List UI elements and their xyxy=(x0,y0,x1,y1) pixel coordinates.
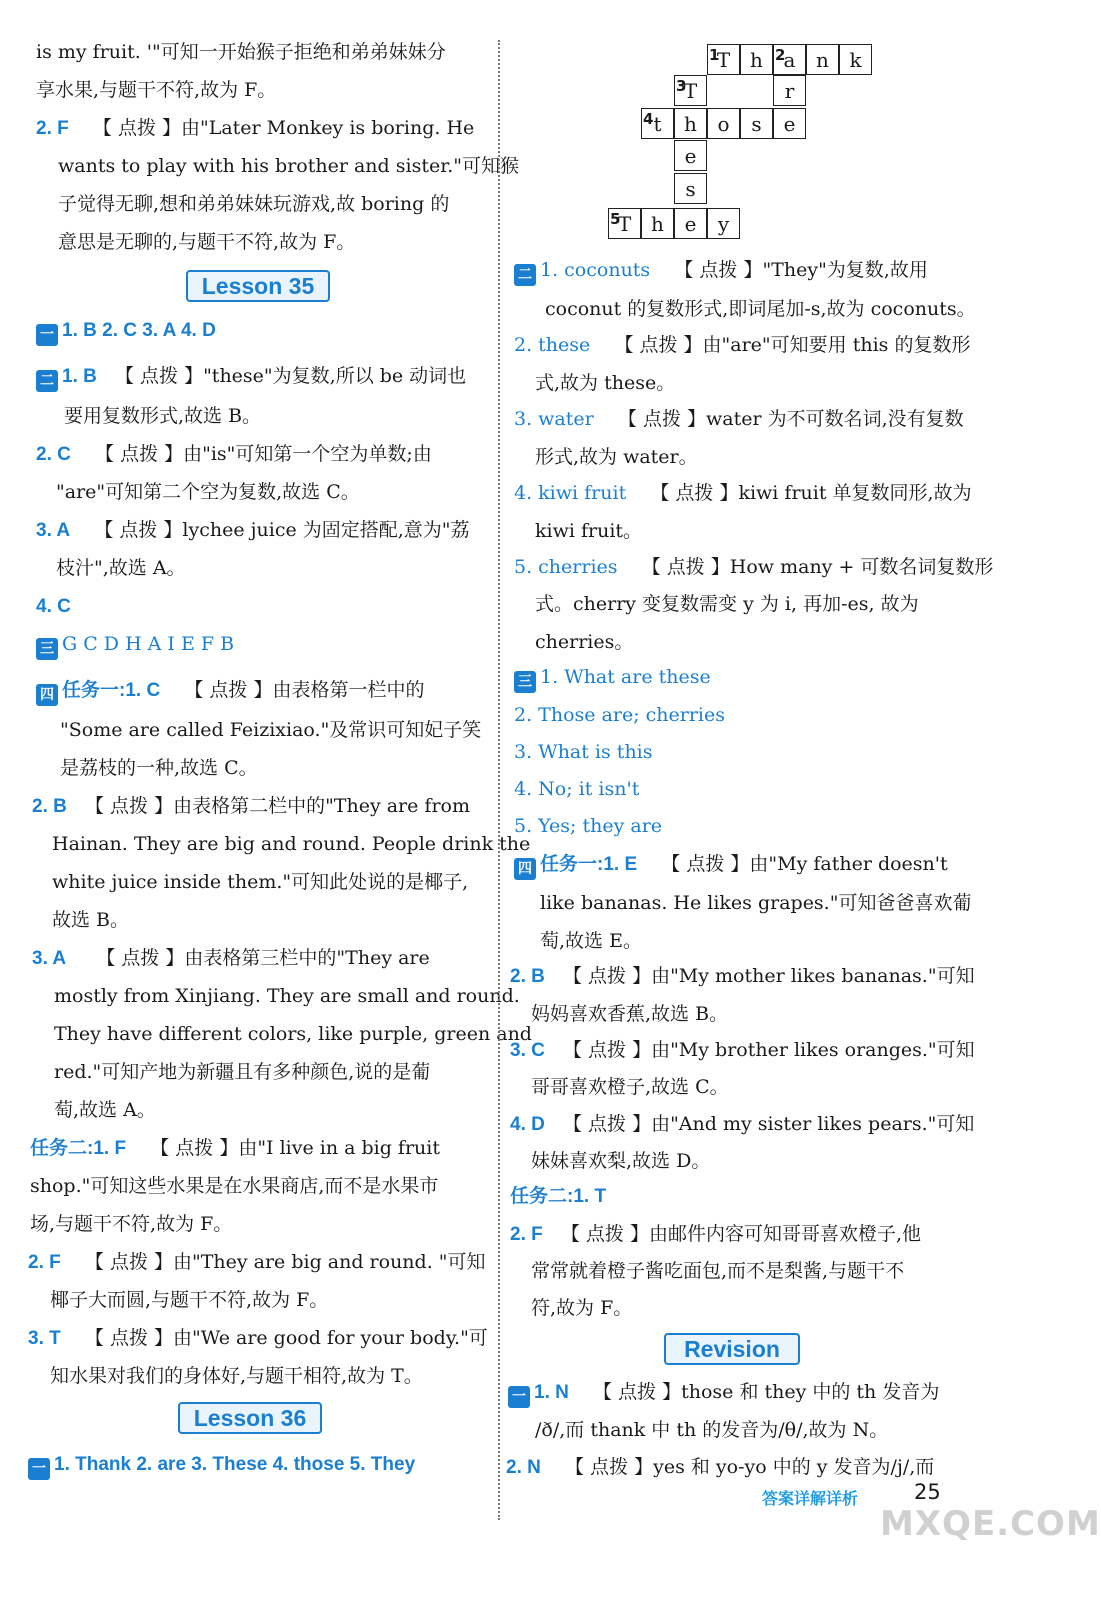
lesson-36-heading: Lesson 36 xyxy=(178,1402,322,1434)
answer: 5. cherries xyxy=(514,556,618,578)
text-line: shop."可知这些水果是在水果商店,而不是水果市 xyxy=(30,1175,439,1197)
text-line xyxy=(36,442,432,467)
crossword-cell: s xyxy=(740,108,773,139)
section-box: 一 xyxy=(36,324,58,346)
text-line: 椰子大而圆,与题干不符,故为 F。 xyxy=(50,1289,329,1311)
text-line: 式,故为 these。 xyxy=(535,372,676,394)
answer-number: 2. C xyxy=(36,444,71,465)
text-line: 枝汁",故选 A。 xyxy=(56,557,186,579)
text-line xyxy=(32,946,430,971)
text-line: 是荔枝的一种,故选 C。 xyxy=(60,757,258,779)
answer: 1. What are these xyxy=(540,666,711,688)
answer: 5. Yes; they are xyxy=(514,815,663,837)
explanation: 【 点拨 】由表格第三栏中的"They are xyxy=(96,947,430,969)
text-line: coconut 的复数形式,即词尾加-s,故为 coconuts。 xyxy=(545,298,976,320)
text-line: 常常就着橙子酱吃面包,而不是梨酱,与题干不 xyxy=(531,1260,905,1282)
answer-number: 3. A xyxy=(32,948,67,969)
text-line: mostly from Xinjiang. They are small and round. xyxy=(54,985,520,1007)
text-line: "Some are called Feizixiao."及常识可知妃子笑 xyxy=(60,719,482,741)
text-line xyxy=(510,964,975,989)
answer: 2. these xyxy=(514,334,591,356)
text-line xyxy=(36,116,474,141)
crossword-cell: 3 T xyxy=(674,75,707,106)
text-line xyxy=(510,1038,975,1063)
answer-list: G C D H A I E F B xyxy=(62,633,235,655)
text-line xyxy=(28,1326,488,1351)
clue-number: 1 xyxy=(709,46,720,64)
section-box: 二 xyxy=(36,370,58,392)
answer-number: 3. A xyxy=(36,520,71,541)
explanation: 【 点拨 】由"They are big and round. "可知 xyxy=(84,1251,486,1273)
answer-number: 1. N xyxy=(534,1382,569,1403)
text-line: 萄,故选 A。 xyxy=(54,1099,156,1121)
footer-label: 答案详解详析 xyxy=(762,1489,859,1508)
crossword-cell: y xyxy=(707,208,740,239)
clue-number: 5 xyxy=(610,210,621,228)
section-3-right xyxy=(514,665,711,693)
text-line xyxy=(514,481,972,505)
text-line: "are"可知第二个空为复数,故选 C。 xyxy=(56,481,360,503)
text-line xyxy=(28,1250,486,1275)
answer-number: 4. D xyxy=(510,1114,545,1135)
text-line: Hainan. They are big and round. People drink the xyxy=(52,833,531,855)
answer-number: 2. N xyxy=(506,1457,541,1478)
section-box: 三 xyxy=(514,671,536,693)
answer-number: 3. T xyxy=(28,1328,61,1349)
crossword-cell: e xyxy=(773,108,806,139)
explanation: 【 点拨 】由"are"可知要用 this 的复数形 xyxy=(614,334,971,356)
crossword-cell: h xyxy=(740,44,773,75)
explanation: 【 点拨 】由"is"可知第一个空为单数;由 xyxy=(95,443,432,465)
crossword-cell: 5 T xyxy=(608,208,641,239)
watermark: MXQE.COM xyxy=(880,1504,1101,1544)
section-box: 四 xyxy=(36,684,58,706)
answer-number: 2. F xyxy=(510,1224,543,1245)
answer: 4. No; it isn't xyxy=(514,778,640,800)
section-box: 四 xyxy=(514,858,536,880)
column-divider xyxy=(498,40,500,1520)
text-line: They have different colors, like purple, green and xyxy=(54,1023,532,1045)
text-line xyxy=(506,1455,934,1480)
crossword-cell: h xyxy=(674,108,707,139)
text-line xyxy=(36,518,470,543)
answer-list: 1. B 2. C 3. A 4. D xyxy=(62,320,216,341)
text-line: 妹妹喜欢梨,故选 D。 xyxy=(531,1150,711,1172)
text-line: 享水果,与题干不符,故为 F。 xyxy=(36,79,277,101)
text-line: kiwi fruit。 xyxy=(535,520,643,542)
text-line: 故选 B。 xyxy=(52,909,130,931)
clue-number: 2 xyxy=(775,46,786,64)
text-line: 萄,故选 E。 xyxy=(540,930,642,952)
text-line: 知水果对我们的身体好,与题干相符,故为 T。 xyxy=(50,1365,423,1387)
crossword-cell: e xyxy=(674,208,707,239)
crossword-cell: 1 T xyxy=(707,44,740,75)
text-line: is my fruit. '"可知一开始猴子拒绝和弟弟妹妹分 xyxy=(36,41,446,63)
crossword-cell: r xyxy=(773,75,806,106)
text-line xyxy=(510,1112,974,1137)
text-line: /ð/,而 thank 中 th 的发音为/θ/,故为 N。 xyxy=(535,1419,889,1441)
explanation: 【 点拨 】How many + 可数名词复数形 xyxy=(641,556,994,578)
text-line: wants to play with his brother and sister."可知猴 xyxy=(58,155,519,177)
explanation: 【 点拨 】由"My mother likes bananas."可知 xyxy=(562,965,975,987)
text-line xyxy=(32,794,470,819)
explanation: 【 点拨 】yes 和 yo-yo 中的 y 发音为/j/,而 xyxy=(565,1456,935,1478)
explanation: 【 点拨 】those 和 they 中的 th 发音为 xyxy=(593,1381,940,1403)
page-number: 25 xyxy=(914,1480,941,1504)
explanation: 【 点拨 】由"We are good for your body."可 xyxy=(84,1327,488,1349)
text-line xyxy=(514,555,993,579)
answer-number: 2. F xyxy=(28,1252,61,1273)
crossword-cell: o xyxy=(707,108,740,139)
explanation: 【 点拨 】"They"为复数,故用 xyxy=(674,259,928,281)
explanation: 【 点拨 】kiwi fruit 单复数同形,故为 xyxy=(650,482,972,504)
explanation: 【 点拨 】由"Later Monkey is boring. He xyxy=(92,117,475,139)
task-label: 任务二:1. T xyxy=(510,1186,607,1207)
text-line: 哥哥喜欢橙子,故选 C。 xyxy=(531,1076,729,1098)
clue-number: 3 xyxy=(676,77,687,95)
crossword-cell: e xyxy=(674,140,707,171)
text-line xyxy=(30,1136,440,1161)
explanation: 【 点拨 】由表格第二栏中的"They are from xyxy=(84,795,470,817)
explanation: 【 点拨 】由"My brother likes oranges."可知 xyxy=(562,1039,975,1061)
explanation: 【 点拨 】由"I live in a big fruit xyxy=(150,1137,440,1159)
crossword-cell: 2 a xyxy=(773,44,806,75)
text-line xyxy=(36,594,71,619)
lesson-35-heading: Lesson 35 xyxy=(186,270,330,302)
answer: 3. water xyxy=(514,408,594,430)
section-4 xyxy=(36,678,424,706)
section-box: 三 xyxy=(36,638,58,660)
answer-number: 4. C xyxy=(36,596,71,617)
explanation: 【 点拨 】water 为不可数名词,没有复数 xyxy=(617,408,964,430)
explanation: 【 点拨 】由"My father doesn't xyxy=(661,853,948,875)
answer: 4. kiwi fruit xyxy=(514,482,627,504)
crossword-cell: h xyxy=(641,208,674,239)
section-3 xyxy=(36,632,234,660)
clue-number: 4 xyxy=(643,110,654,128)
revision-heading: Revision xyxy=(664,1333,800,1365)
section-2-right xyxy=(514,258,928,286)
text-line xyxy=(514,407,964,431)
text-line: white juice inside them."可知此处说的是椰子, xyxy=(52,871,469,893)
answer: 3. What is this xyxy=(514,741,653,763)
answer-list: 1. Thank 2. are 3. These 4. those 5. They xyxy=(54,1454,416,1475)
answer: 2. Those are; cherries xyxy=(514,704,726,726)
section-box: 二 xyxy=(514,264,536,286)
section-2 xyxy=(36,364,466,392)
explanation: 【 点拨 】由表格第一栏中的 xyxy=(184,679,425,701)
text-line: 妈妈喜欢香蕉,故选 B。 xyxy=(531,1003,729,1025)
explanation: 【 点拨 】由邮件内容可知哥哥喜欢橙子,他 xyxy=(560,1223,921,1245)
text-line: 意思是无聊的,与题干不符,故为 F。 xyxy=(58,231,356,253)
answer-number: 2. B xyxy=(510,966,545,987)
text-line: 式。cherry 变复数需变 y 为 i, 再加-es, 故为 xyxy=(535,593,919,615)
explanation: 【 点拨 】"these"为复数,所以 be 动词也 xyxy=(114,365,467,387)
crossword-cell: 4 t xyxy=(641,108,674,139)
lesson-36-answers xyxy=(28,1452,415,1480)
text-line: cherries。 xyxy=(535,631,634,653)
task-label: 任务一:1. C xyxy=(62,680,161,701)
task-label: 任务一:1. E xyxy=(540,854,638,875)
text-line: 形式,故为 water。 xyxy=(535,446,698,468)
answer-number: 1. B xyxy=(62,366,97,387)
answer-number: 2. F xyxy=(36,118,69,139)
text-line: 要用复数形式,故选 B。 xyxy=(64,405,262,427)
text-line xyxy=(510,1222,921,1247)
crossword-cell: k xyxy=(839,44,872,75)
section-4-right xyxy=(514,852,948,880)
crossword-cell: n xyxy=(806,44,839,75)
explanation: 【 点拨 】lychee juice 为固定搭配,意为"荔 xyxy=(94,519,470,541)
task-label: 任务二:1. F xyxy=(30,1138,127,1159)
section-box: 一 xyxy=(508,1386,530,1408)
section-box: 一 xyxy=(28,1458,50,1480)
text-line: 符,故为 F。 xyxy=(531,1297,633,1319)
revision-section xyxy=(508,1380,939,1408)
section-1 xyxy=(36,318,216,346)
answer: 1. coconuts xyxy=(540,259,651,281)
explanation: 【 点拨 】由"And my sister likes pears."可知 xyxy=(562,1113,975,1135)
text-line: 子觉得无聊,想和弟弟妹妹玩游戏,故 boring 的 xyxy=(58,193,450,215)
text-line: like bananas. He likes grapes."可知爸爸喜欢葡 xyxy=(540,892,972,914)
answer-number: 2. B xyxy=(32,796,67,817)
text-line xyxy=(514,333,970,357)
text-line: 场,与题干不符,故为 F。 xyxy=(30,1213,233,1235)
answer-number: 3. C xyxy=(510,1040,545,1061)
crossword-cell: s xyxy=(674,173,707,204)
text-line: red."可知产地为新疆且有多种颜色,说的是葡 xyxy=(54,1061,431,1083)
